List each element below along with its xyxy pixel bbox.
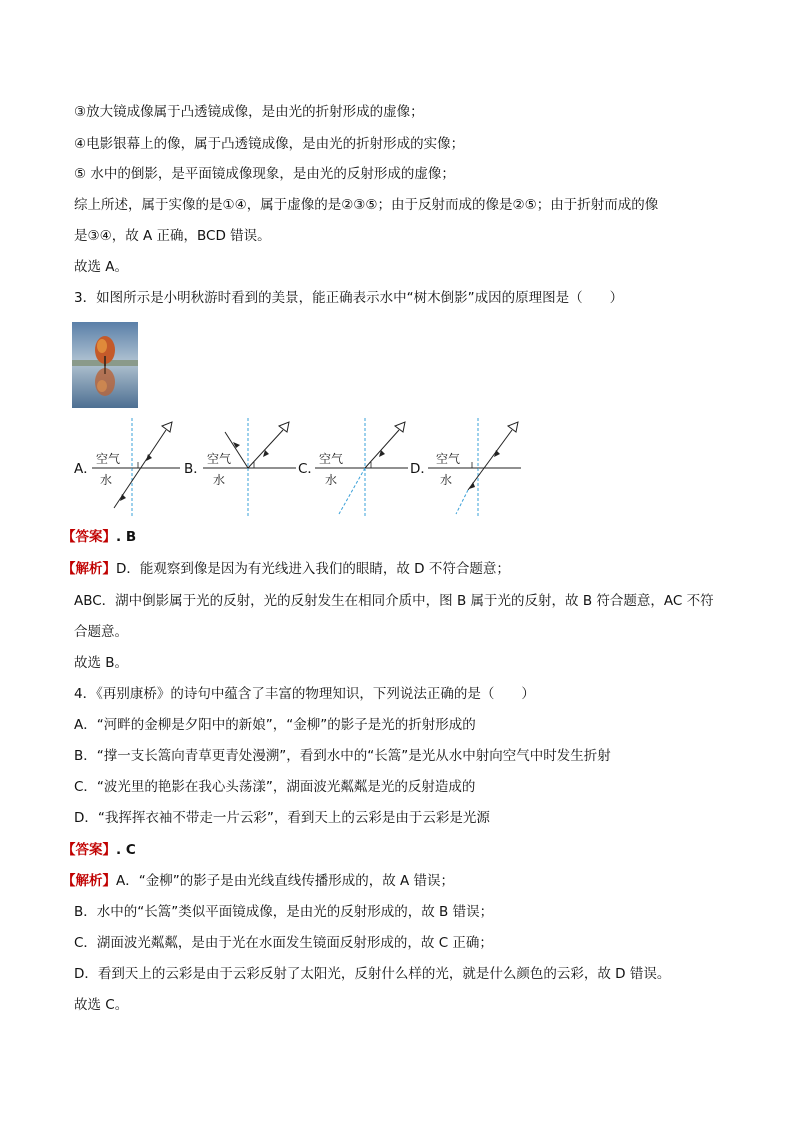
question-4-answer xyxy=(62,841,136,859)
text-line: 故选 C。 xyxy=(74,997,129,1013)
text-line: 故选 B。 xyxy=(74,655,129,671)
question-4-option-c: C．“波光里的艳影在我心头荡漾”，湖面波光粼粼是光的反射造成的 xyxy=(74,779,476,795)
text-line: D．看到天上的云彩是由于云彩反射了太阳光，反射什么样的光，就是什么颜色的云彩，故 D 错误。 xyxy=(74,966,671,982)
diagram-option-a xyxy=(92,418,182,520)
question-3-analysis xyxy=(62,560,510,578)
analysis-label: 【解析】 xyxy=(62,873,116,889)
option-b-label: B． xyxy=(184,461,207,477)
question-4-option-b: B．“撑一支长篙向青草更青处漫溯”，看到水中的“长篙”是光从水中射向空气中时发生折射 xyxy=(74,748,611,764)
answer-value: . B xyxy=(116,529,137,545)
text-line: 综上所述，属于实像的是①④，属于虚像的是②③⑤；由于反射而成的像是②⑤；由于折射而成的像 xyxy=(74,197,659,213)
answer-label: 【答案】 xyxy=(62,842,116,858)
analysis-text: A．“金柳”的影子是由光线直线传播形成的，故 A 错误； xyxy=(116,873,455,889)
answer-label: 【答案】 xyxy=(62,529,116,545)
text-line: 合题意。 xyxy=(74,624,128,640)
water-label: 水 xyxy=(100,473,113,487)
question-4-analysis xyxy=(62,872,454,890)
option-d-label: D． xyxy=(410,461,434,477)
text-line: ④电影银幕上的像，属于凸透镜成像，是由光的折射形成的实像； xyxy=(74,136,465,152)
air-label: 空气 xyxy=(96,452,121,466)
water-label: 水 xyxy=(325,473,338,487)
text-line: B．水中的“长篙”类似平面镜成像，是由光的反射形成的，故 B 错误； xyxy=(74,904,494,920)
question-3-answer xyxy=(62,528,136,546)
text-line: 故选 A。 xyxy=(74,259,129,275)
air-label: 空气 xyxy=(319,452,344,466)
text-line: ⑤ 水中的倒影，是平面镜成像现象，是由光的反射形成的虚像； xyxy=(74,166,455,182)
answer-value: . C xyxy=(116,842,136,858)
text-line: C．湖面波光粼粼，是由于光在水面发生镜面反射形成的，故 C 正确； xyxy=(74,935,493,951)
diagram-option-b xyxy=(203,418,298,520)
diagram-option-c xyxy=(315,418,410,520)
question-4-stem: 4．《再别康桥》的诗句中蕴含了丰富的物理知识，下列说法正确的是（ ） xyxy=(74,686,535,702)
text-line: 是③④，故 A 正确，BCD 错误。 xyxy=(74,228,271,244)
air-label: 空气 xyxy=(207,452,232,466)
water-label: 水 xyxy=(440,473,453,487)
text-line: ABC．湖中倒影属于光的反射，光的反射发生在相同介质中，图 B 属于光的反射，故 B 符合题意，AC 不符 xyxy=(74,593,714,609)
air-label: 空气 xyxy=(436,452,461,466)
diagram-option-d xyxy=(428,418,523,520)
question-3-stem: 3．如图所示是小明秋游时看到的美景，能正确表示水中“树木倒影”成因的原理图是（ ） xyxy=(74,290,624,306)
option-c-label: C． xyxy=(298,461,321,477)
question-4-option-d: D．“我挥挥衣袖不带走一片云彩”，看到天上的云彩是由于云彩是光源 xyxy=(74,810,490,826)
analysis-text: D．能观察到像是因为有光线进入我们的眼睛，故 D 不符合题意； xyxy=(116,561,510,577)
option-a-label: A． xyxy=(74,461,97,477)
water-label: 水 xyxy=(213,473,226,487)
text-line: ③放大镜成像属于凸透镜成像，是由光的折射形成的虚像； xyxy=(74,104,424,120)
tree-reflection-photo xyxy=(72,322,138,408)
question-4-option-a: A．“河畔的金柳是夕阳中的新娘”，“金柳”的影子是光的折射形成的 xyxy=(74,717,476,733)
analysis-label: 【解析】 xyxy=(62,561,116,577)
